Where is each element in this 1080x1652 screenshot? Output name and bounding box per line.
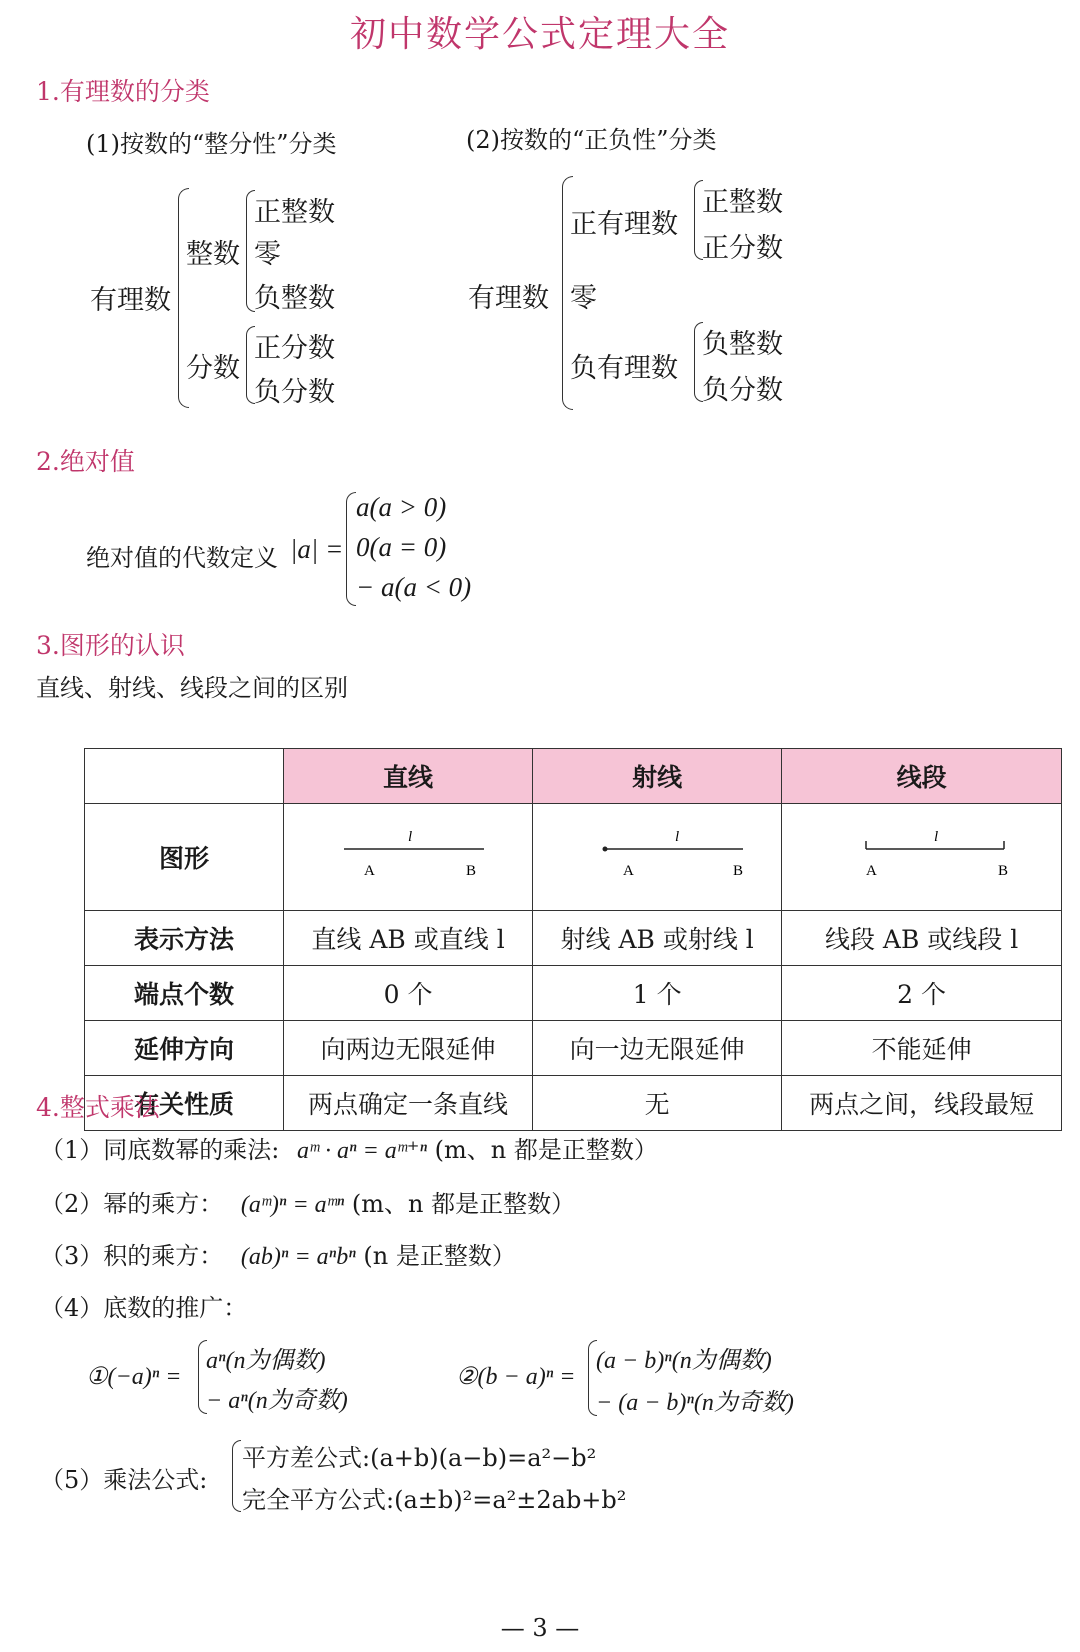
section-3-heading: 3.图形的认识 xyxy=(36,631,185,660)
tree2-zero: 零 xyxy=(570,283,597,314)
point-a-label: A xyxy=(865,863,877,879)
table-cell: 0 个 xyxy=(284,966,533,1021)
tree2-positive: 正有理数 xyxy=(570,209,678,240)
abs-symbol: |a| = xyxy=(290,534,344,564)
table-cell: 两点确定一条直线 xyxy=(284,1076,533,1131)
abs-case: 0(a = 0) xyxy=(356,532,447,562)
multiplication-formulas-brace xyxy=(232,1440,241,1512)
generalization-1-lhs: ①(−a)ⁿ = xyxy=(86,1364,182,1390)
line-figure-cell xyxy=(284,804,533,911)
table-row xyxy=(85,1076,1062,1131)
table-cell: 直线 AB 或直线 l xyxy=(284,911,533,966)
table-cell: 不能延伸 xyxy=(782,1021,1062,1076)
point-b-label: B xyxy=(466,863,477,879)
tree1-root: 有理数 xyxy=(90,285,171,316)
tree1-integer-item: 零 xyxy=(254,239,281,270)
table-row-label: 表示方法 xyxy=(85,911,284,966)
rule-note: (n 是正整数） xyxy=(363,1242,516,1270)
rule-label: （1）同底数幂的乘法: xyxy=(40,1136,280,1164)
tree2-positive-item: 正整数 xyxy=(702,187,783,218)
table-row-label: 延伸方向 xyxy=(85,1021,284,1076)
table-cell: 向一边无限延伸 xyxy=(533,1021,782,1076)
table-cell: 2 个 xyxy=(782,966,1062,1021)
difference-of-squares-formula: 平方差公式:(a+b)(a−b)=a²−b² xyxy=(242,1444,597,1472)
tree1-fraction: 分数 xyxy=(186,353,240,384)
point-a-label: A xyxy=(623,863,634,879)
table-corner-cell xyxy=(85,749,284,804)
line-comparison-table xyxy=(84,748,1062,1131)
generalization-1-case: aⁿ(n为偶数) xyxy=(206,1348,326,1374)
segment-figure xyxy=(822,819,1022,889)
table-header-row xyxy=(85,749,1062,804)
line-figure xyxy=(308,819,508,889)
table-row xyxy=(85,966,1062,1021)
generalization-2-lhs: ②(b − a)ⁿ = xyxy=(456,1364,576,1390)
point-a-label: A xyxy=(364,863,375,879)
rule-label: （4）底数的推广： xyxy=(40,1294,248,1322)
point-b-label: B xyxy=(733,863,744,879)
rule-label: （3）积的乘方： xyxy=(40,1242,224,1270)
point-b-label: B xyxy=(997,863,1008,879)
rule-formula: aᵐ · aⁿ = aᵐ⁺ⁿ xyxy=(297,1138,427,1164)
section-2-heading: 2.绝对值 xyxy=(36,447,135,476)
table-cell: 两点之间，线段最短 xyxy=(782,1076,1062,1131)
tree1-integer-item: 负整数 xyxy=(254,283,335,314)
table-cell: 1 个 xyxy=(533,966,782,1021)
rule-1 xyxy=(40,1130,658,1165)
table-row-label: 有关性质 xyxy=(85,1076,284,1131)
rule-2 xyxy=(40,1184,575,1219)
tree2-root: 有理数 xyxy=(468,283,549,314)
page-title: 初中数学公式定理大全 xyxy=(349,14,730,55)
abs-brace xyxy=(346,492,356,606)
generalization-1-case: − aⁿ(n为奇数) xyxy=(206,1388,348,1414)
abs-case: − a(a < 0) xyxy=(356,572,472,602)
generalization-2-case: − (a − b)ⁿ(n为奇数) xyxy=(596,1390,794,1416)
table-figure-row xyxy=(85,804,1062,911)
table-header-cell: 线段 xyxy=(782,749,1062,804)
ray-figure-cell xyxy=(533,804,782,911)
rule-formula: (ab)ⁿ = aⁿbⁿ xyxy=(240,1244,356,1270)
section-3-intro: 直线、射线、线段之间的区别 xyxy=(36,674,348,702)
section-1-heading: 1.有理数的分类 xyxy=(36,77,210,106)
section-1-subtitle-2: (2)按数的“正负性”分类 xyxy=(466,126,717,154)
generalization-2-case: (a − b)ⁿ(n为偶数) xyxy=(596,1348,772,1374)
page-number: — 3 — xyxy=(500,1614,580,1642)
tree1-fraction-item: 负分数 xyxy=(254,377,335,408)
tree2-negative: 负有理数 xyxy=(570,353,678,384)
ray-label-l: l xyxy=(675,829,680,845)
tree2-negative-item: 负整数 xyxy=(702,329,783,360)
abs-definition-label: 绝对值的代数定义 xyxy=(86,544,278,572)
rule-note: (m、n 都是正整数） xyxy=(351,1190,576,1218)
table-cell: 无 xyxy=(533,1076,782,1131)
rule-label: （2）幂的乘方： xyxy=(40,1190,224,1218)
line-label-l: l xyxy=(408,829,413,845)
tree1-fraction-item: 正分数 xyxy=(254,333,335,364)
table-header-cell: 射线 xyxy=(533,749,782,804)
perfect-square-formula: 完全平方公式:(a±b)²=a²±2ab+b² xyxy=(242,1486,627,1514)
rule-3 xyxy=(40,1236,516,1271)
segment-label-l: l xyxy=(933,829,938,845)
tree2-positive-item: 正分数 xyxy=(702,233,783,264)
multiplication-formulas-label: （5）乘法公式: xyxy=(40,1466,208,1494)
table-row xyxy=(85,911,1062,966)
tree1-integer-item: 正整数 xyxy=(254,197,335,228)
abs-case: a(a > 0) xyxy=(356,492,447,522)
table-cell: 向两边无限延伸 xyxy=(284,1021,533,1076)
section-4-heading: 4.整式乘法 xyxy=(36,1093,160,1122)
tree1-integer: 整数 xyxy=(186,239,240,270)
segment-figure-cell xyxy=(782,804,1062,911)
table-row-label: 端点个数 xyxy=(85,966,284,1021)
section-1-subtitle-1: (1)按数的“整分性”分类 xyxy=(86,130,337,158)
table-header-cell: 直线 xyxy=(284,749,533,804)
rule-4 xyxy=(40,1288,247,1323)
table-cell: 线段 AB 或线段 l xyxy=(782,911,1062,966)
ray-figure xyxy=(557,819,757,889)
rule-formula: (aᵐ)ⁿ = aᵐⁿ xyxy=(240,1192,345,1218)
tree2-negative-item: 负分数 xyxy=(702,375,783,406)
table-cell: 射线 AB 或射线 l xyxy=(533,911,782,966)
rule-note: (m、n 都是正整数） xyxy=(434,1136,658,1164)
table-row-label: 图形 xyxy=(85,804,284,911)
table-row xyxy=(85,1021,1062,1076)
